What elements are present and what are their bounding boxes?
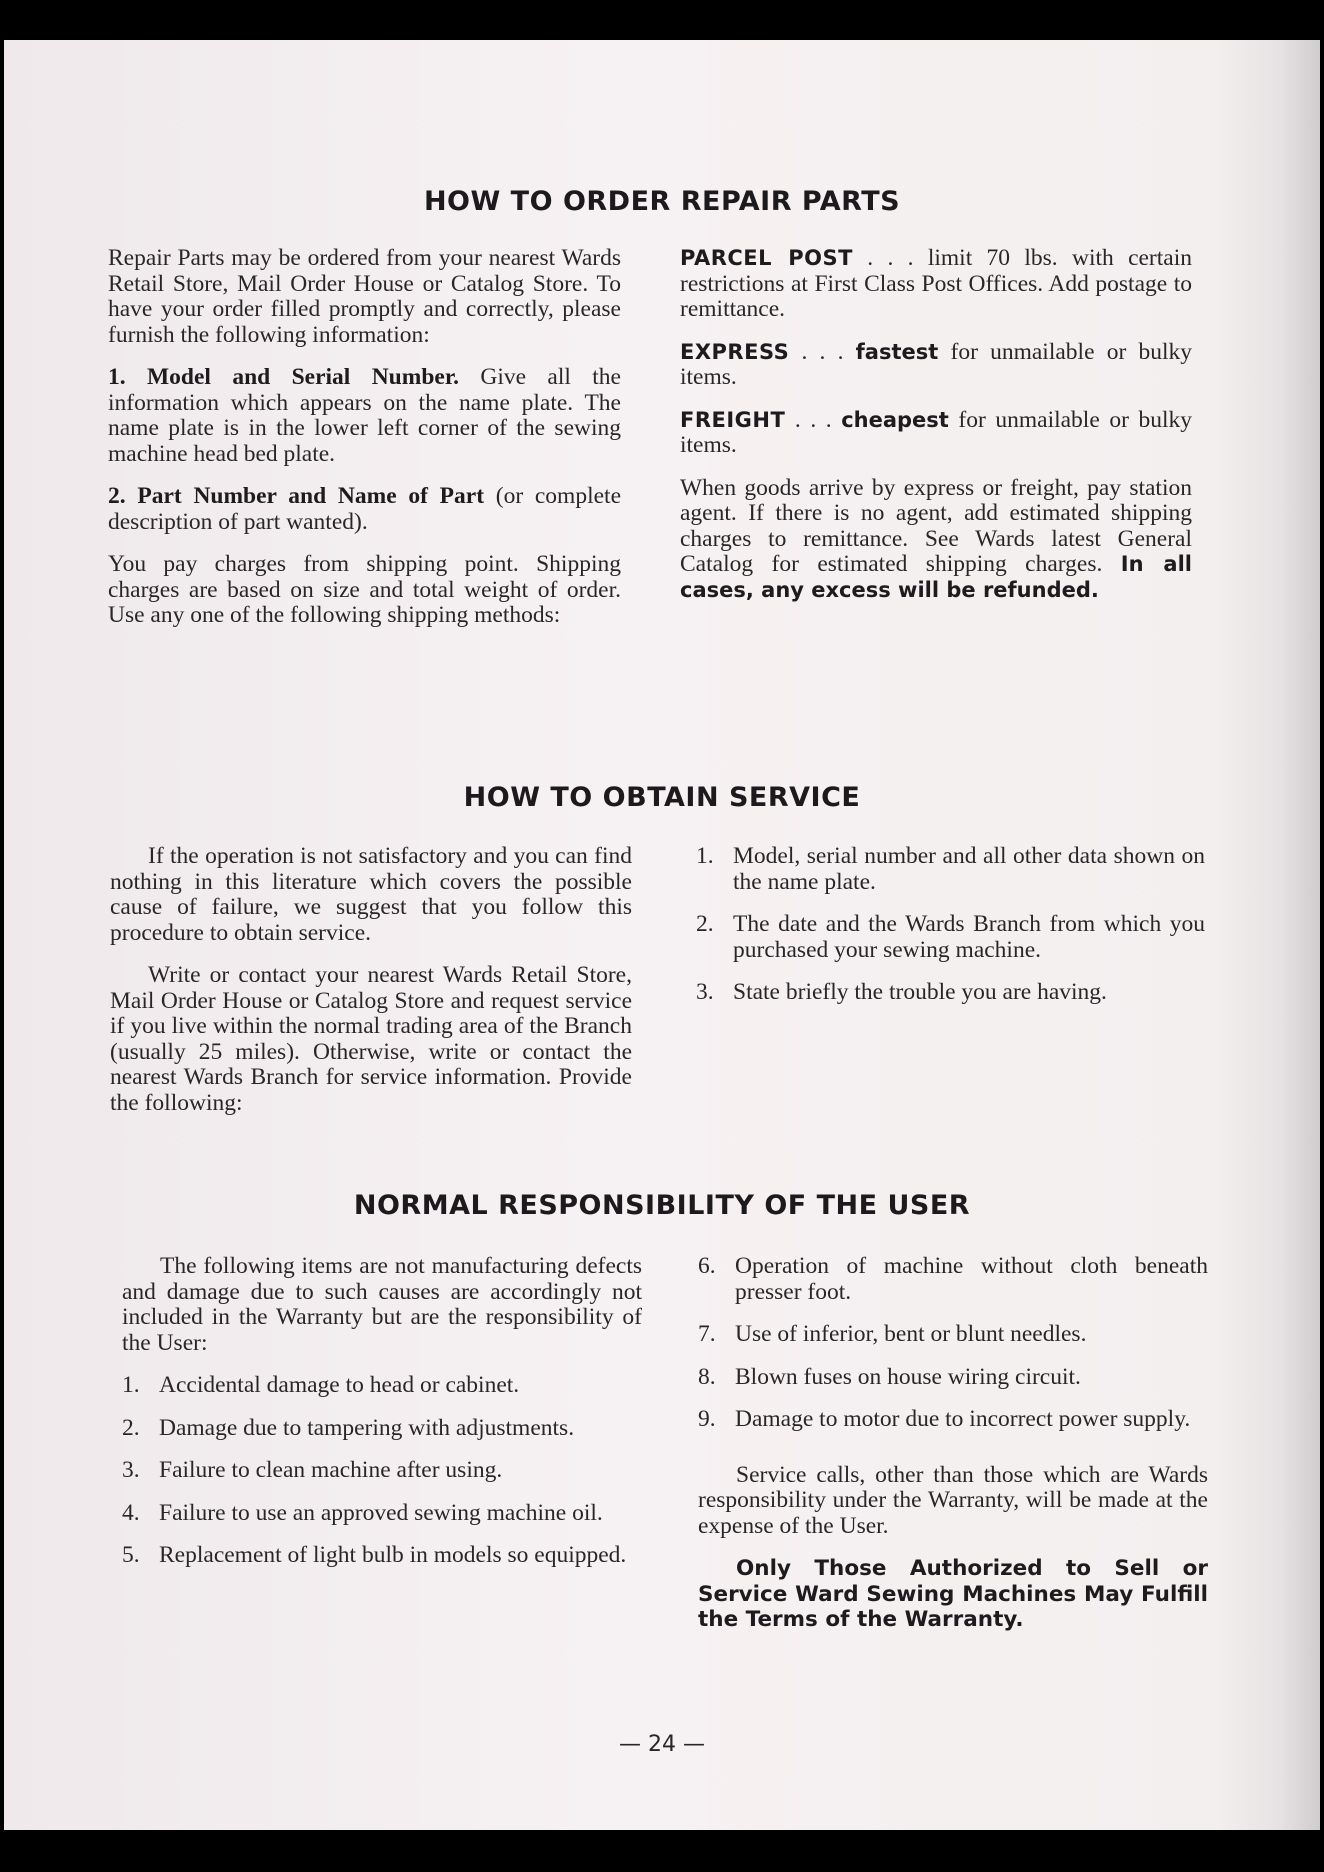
repair-item-2-text: (or complete description of part wanted). [108, 483, 622, 535]
list-item-number: 2. [696, 911, 714, 937]
list-item-text: The date and the Wards Branch from which you purchased your sewing machine. [733, 911, 1205, 963]
list-item [698, 1322, 1208, 1348]
service-paragraph-2: Write or contact your nearest Wards Retail Store, Mail Order House or Catalog Store and request service if you live within the normal trading area of the Branch (usually 25 miles). Otherwise, write or contact the nearest Wards Branch for service information. Provide the following: [110, 962, 632, 1116]
list-item [122, 1501, 642, 1527]
shipping-charges-paragraph: You pay charges from shipping point. Shipping charges are based on size and total weight of order. Use any one of the following shipping methods: [108, 551, 621, 628]
list-item-text: Replacement of light bulb in models so equipped. [159, 1542, 627, 1568]
user-left-column [122, 1254, 642, 1586]
list-item [122, 1373, 642, 1399]
express-label: EXPRESS [680, 339, 790, 364]
list-item [696, 980, 1205, 1006]
freight-dots: . . . [785, 406, 842, 433]
express-bold: fastest [855, 339, 939, 364]
list-item-text: Failure to clean machine after using. [159, 1457, 503, 1483]
list-item-text: Blown fuses on house wiring circuit. [735, 1363, 1081, 1390]
freight-label: FREIGHT [680, 407, 786, 432]
list-item-text: Damage due to tampering with adjustments. [159, 1414, 575, 1441]
service-right-column [696, 844, 1205, 1023]
repair-right-column [680, 246, 1192, 620]
repair-item-1-text: Give all the information which appears on the name plate. The name plate is in the lower left corner of the sewing machine head bed plate. [108, 364, 621, 467]
repair-item-1-heading: Model and Serial Number. [147, 364, 459, 390]
parcel-post-paragraph [680, 246, 1192, 323]
list-item-number: 1. [122, 1372, 140, 1398]
freight-paragraph [680, 408, 1192, 459]
list-item-text: Failure to use an approved sewing machine oil. [159, 1499, 603, 1526]
list-item-number: 8. [698, 1363, 716, 1390]
list-item-number: 4. [122, 1499, 140, 1526]
list-item-text: Operation of machine without cloth beneath presser foot. [735, 1253, 1208, 1305]
user-list-left [122, 1373, 642, 1569]
user-responsibility-heading: NORMAL RESPONSIBILITY OF THE USER [353, 1190, 971, 1221]
repair-intro: Repair Parts may be ordered from your nearest Wards Retail Store, Mail Order House or Catalog Store. To have your order filled promptly and correctly, please furnish the following information: [108, 245, 621, 348]
parcel-post-text: . . . limit 70 lbs. with certain restrictions at First Class Post Offices. Add postage to remittance. [680, 245, 1192, 322]
page-number: — 24 — [619, 1732, 705, 1757]
express-dots: . . . [789, 338, 856, 365]
manual-page [4, 40, 1320, 1830]
list-item [698, 1254, 1208, 1305]
arrival-text: When goods arrive by express or freight, pay station agent. If there is no agent, add estimated shipping charges to remittance. See Wards latest General Catalog for estimated shipping charges. [680, 474, 1192, 577]
service-list [696, 844, 1205, 1006]
user-intro: The following items are not manufacturing defects and damage due to such causes are accordingly not included in the Warranty but are the responsibility of the User: [122, 1253, 642, 1356]
refund-notice: In all cases, any excess will be refunded. [680, 552, 1192, 602]
list-item-number: 3. [122, 1457, 140, 1483]
obtain-service-heading: HOW TO OBTAIN SERVICE [463, 782, 861, 813]
list-item-text: State briefly the trouble you are having. [733, 979, 1107, 1005]
list-item-text: Damage to motor due to incorrect power supply. [735, 1406, 1191, 1432]
repair-item-2 [108, 484, 621, 535]
list-item-text: Use of inferior, bent or blunt needles. [735, 1321, 1087, 1347]
parcel-post-label: PARCEL POST [680, 246, 853, 270]
list-item-number: 9. [698, 1406, 716, 1432]
user-list-right [698, 1254, 1208, 1433]
user-right-column [698, 1254, 1208, 1650]
list-item-number: 2. [122, 1414, 140, 1441]
express-text: for unmailable or bulky items. [680, 338, 1192, 390]
list-item [122, 1543, 642, 1569]
repair-item-1 [108, 365, 621, 467]
service-left-column [110, 844, 632, 1133]
list-item [696, 844, 1205, 895]
list-item-number: 3. [696, 979, 714, 1005]
repair-left-column [108, 246, 621, 646]
repair-item-2-heading: Part Number and Name of Part [137, 483, 485, 509]
list-item [122, 1458, 642, 1484]
list-item [696, 912, 1205, 963]
list-item [698, 1365, 1208, 1391]
list-item-number: 6. [698, 1253, 716, 1279]
list-item-text: Model, serial number and all other data shown on the name plate. [733, 843, 1205, 895]
repair-item-2-number: 2. [108, 483, 126, 509]
list-item [122, 1416, 642, 1442]
list-item-number: 1. [696, 843, 714, 869]
list-item [698, 1407, 1208, 1433]
list-item-text: Accidental damage to head or cabinet. [159, 1372, 520, 1398]
list-item-number: 5. [122, 1542, 140, 1568]
repair-parts-heading: HOW TO ORDER REPAIR PARTS [423, 186, 901, 217]
arrival-paragraph [680, 476, 1192, 604]
express-paragraph [680, 340, 1192, 391]
authorized-notice: Only Those Authorized to Sell or Service Ward Sewing Machines May Fulfill the Terms of the Warranty. [698, 1556, 1208, 1632]
freight-text: for unmailable or bulky items. [680, 406, 1192, 458]
freight-bold: cheapest [841, 407, 949, 432]
service-calls-paragraph: Service calls, other than those which are Wards responsibility under the Warranty, will be made at the expense of the User. [698, 1461, 1208, 1539]
repair-item-1-number: 1. [108, 364, 126, 390]
service-paragraph-1: If the operation is not satisfactory and you can find nothing in this literature which covers the possible cause of failure, we suggest that you follow this procedure to obtain service. [110, 843, 632, 946]
list-item-number: 7. [698, 1321, 716, 1347]
